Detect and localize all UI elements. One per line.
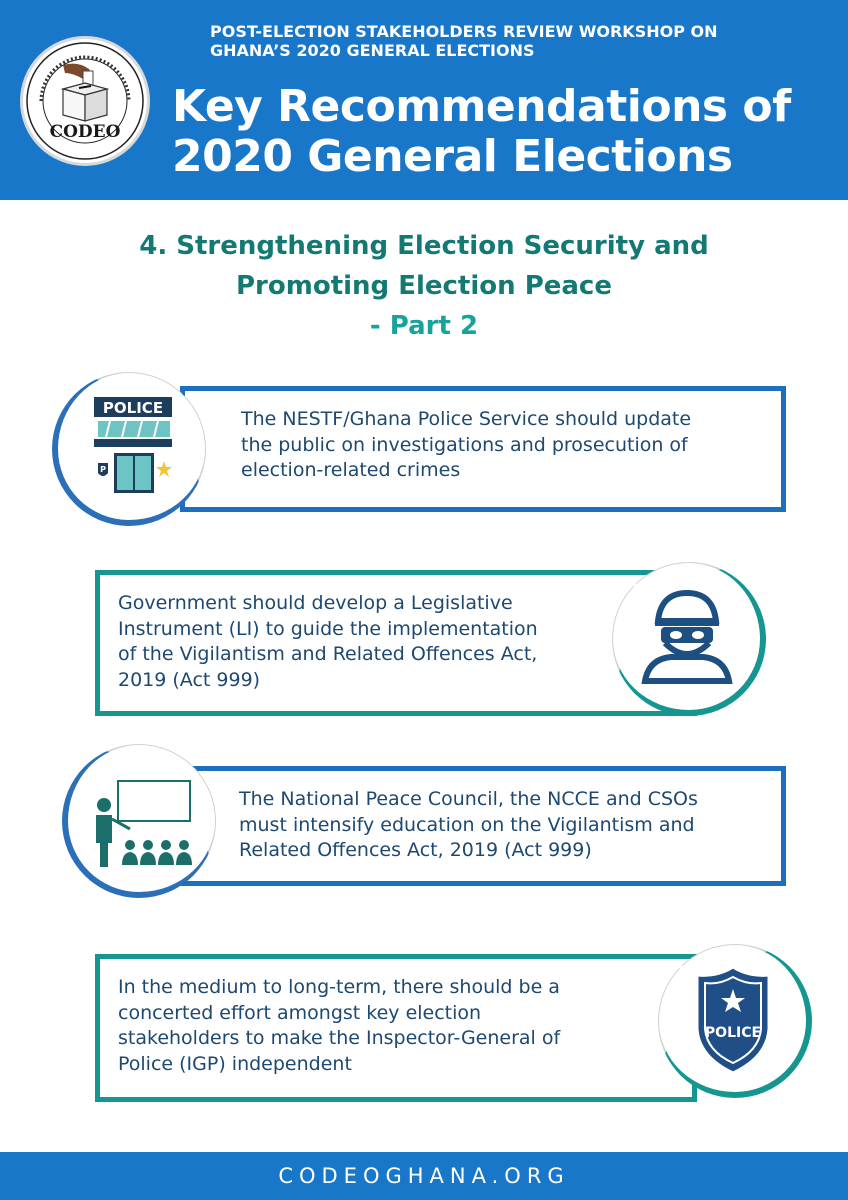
section-title-line: 4. Strengthening Election Security and [139, 231, 709, 261]
text-line: Instrument (LI) to guide the implementation [118, 617, 538, 640]
police-station-icon [52, 372, 206, 526]
svg-text:P: P [100, 465, 106, 474]
text-line: must intensify education on the Vigilantism and [239, 813, 695, 836]
text-line: The NESTF/Ghana Police Service should update [241, 408, 692, 430]
text-line: Police (IGP) independent [118, 1052, 352, 1075]
logo-wordmark: CODEO [49, 122, 121, 142]
text-line: In the medium to long-term, there should be a [118, 976, 560, 998]
text-line: concerted effort amongst key election [118, 1001, 482, 1024]
text-line: election-related crimes [241, 459, 461, 481]
police-badge-icon [658, 944, 812, 1098]
recommendation-text [118, 975, 648, 1077]
ballot-box-icon [23, 39, 147, 163]
subtitle-line: POST-ELECTION STAKEHOLDERS REVIEW WORKSHOP ON [210, 22, 718, 41]
text-line: stakeholders to make the Inspector-General of [118, 1027, 561, 1049]
recommendation-text [241, 407, 781, 484]
section-title [60, 226, 788, 346]
recommendation-text [118, 591, 638, 693]
section-title-line: Promoting Election Peace [236, 271, 612, 301]
text-line: 2019 (Act 999) [118, 668, 261, 691]
text-line: of the Vigilantism and Related Offences Act, [118, 643, 538, 665]
text-line: The National Peace Council, the NCCE and CSOs [239, 788, 698, 810]
workshop-subtitle [210, 22, 830, 60]
text-line: Government should develop a Legislative [118, 592, 513, 614]
recommendation-card-4 [95, 954, 697, 1102]
recommendation-card-2 [95, 570, 697, 716]
recommendation-card-1 [180, 386, 786, 512]
footer-bar [0, 1152, 848, 1200]
title-line: Key Recommendations of [172, 81, 791, 132]
police-sign-label: POLICE [102, 399, 164, 417]
subtitle-line: GHANA’S 2020 GENERAL ELECTIONS [210, 41, 535, 60]
recommendation-text [239, 787, 787, 864]
title-line: 2020 General Elections [172, 131, 733, 182]
website-link[interactable]: CODEOGHANA.ORG [278, 1164, 570, 1188]
header-banner [0, 0, 848, 200]
badge-label: POLICE [704, 1025, 762, 1041]
codeo-logo [20, 36, 150, 166]
masked-thief-icon [612, 562, 766, 716]
recommendation-card-3 [180, 766, 786, 886]
page-title [172, 82, 842, 182]
teacher-classroom-icon [62, 744, 216, 898]
text-line: Related Offences Act, 2019 (Act 999) [239, 839, 592, 861]
section-part-label: - Part 2 [369, 311, 479, 341]
text-line: the public on investigations and prosecution of [241, 433, 688, 456]
